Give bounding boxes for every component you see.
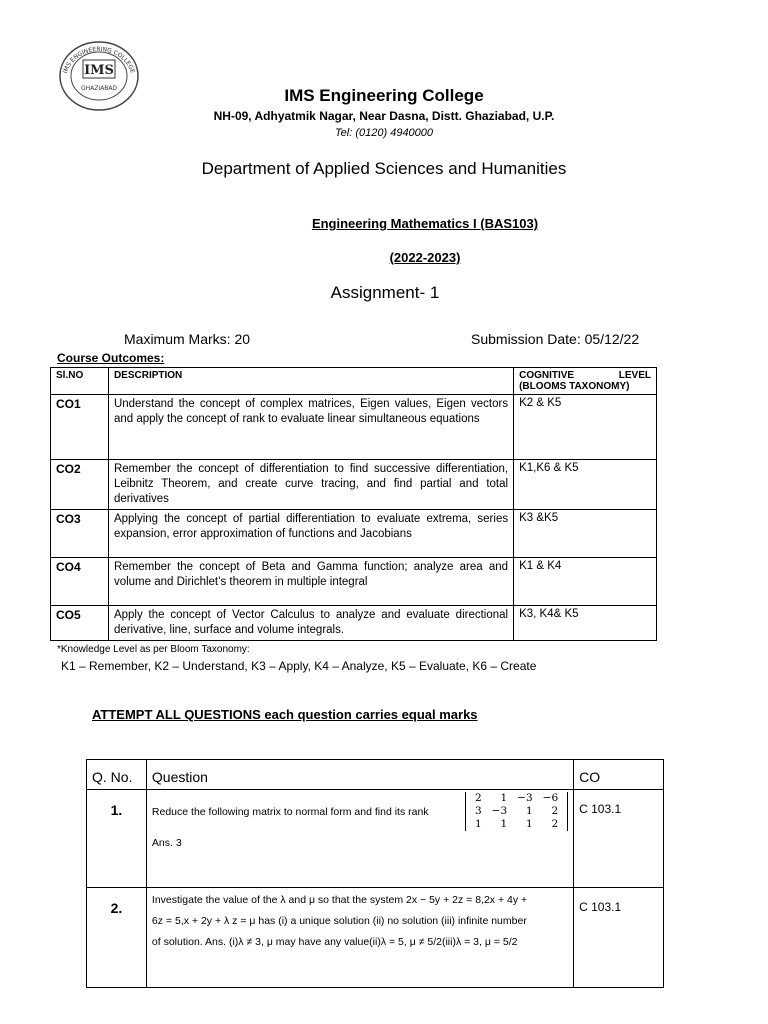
q-text: Reduce the following matrix to normal form and find its rank (151, 805, 429, 818)
co-level: K1 & K4 (514, 558, 657, 606)
co-id: CO2 (51, 460, 109, 510)
co-description: Applying the concept of partial differentiation to evaluate extrema, series expansion, error approximation of functions and Jacobians (108, 510, 513, 558)
co-col-description: DESCRIPTION (108, 368, 513, 395)
instructions: ATTEMPT ALL QUESTIONS each question carries equal marks (92, 707, 478, 722)
co-id: CO1 (51, 395, 109, 460)
department-title: Department of Applied Sciences and Humanities (201, 159, 567, 178)
co-level: K2 & K5 (514, 395, 657, 460)
co-col-level-c: (BLOOMS TAXONOMY) (519, 381, 630, 392)
college-name: IMS Engineering College (284, 86, 484, 105)
co-description: Understand the concept of complex matrices, Eigen values, Eigen vectors and apply the concept of rank to evaluate linear simultaneous equations (108, 395, 513, 460)
table-row (87, 888, 664, 988)
co-description: Remember the concept of differentiation to find successive differentiation, Leibnitz Theorem, and create curve tracing, and find partial and total derivatives (108, 460, 513, 510)
q-line: Investigate the value of the λ and μ so that the system 2x − 5y + 2z = 8,2x + 4y + (151, 894, 528, 906)
table-row (51, 395, 657, 460)
table-row (51, 606, 657, 641)
matrix-cell: 2 (474, 792, 482, 804)
q-number: 2. (87, 888, 147, 988)
q-col-qno: Q. No. (87, 760, 147, 790)
matrix-cell: 2 (551, 818, 559, 830)
logo-text: IMS (84, 63, 114, 78)
bloom-note: *Knowledge Level as per Bloom Taxonomy: (57, 644, 250, 655)
assignment-title: Assignment- 1 (330, 283, 440, 302)
college-tel: Tel: (0120) 4940000 (334, 127, 434, 139)
table-row (87, 790, 664, 888)
logo-ring-text: IMS ENGINEERING COLLEGE (61, 45, 137, 75)
questions-table (86, 759, 664, 988)
q-co: C 103.1 (574, 888, 664, 988)
logo-city: GHAZIABAD (80, 85, 118, 92)
bloom-levels: K1 – Remember, K2 – Understand, K3 – Apply, K4 – Analyze, K5 – Evaluate, K6 – Create (61, 659, 537, 673)
matrix-cell: 1 (500, 792, 508, 804)
matrix-cell: −3 (491, 805, 508, 817)
table-row (51, 510, 657, 558)
co-col-slno: Sl.NO (51, 368, 109, 395)
co-level: K3, K4& K5 (514, 606, 657, 641)
co-col-level-a: COGNITIVE (519, 370, 575, 381)
matrix-cell: 3 (474, 805, 482, 817)
q-col-co: CO (574, 760, 664, 790)
q-co: C 103.1 (574, 790, 664, 888)
q-number: 1. (87, 790, 147, 888)
q-matrix (465, 792, 568, 831)
table-row (51, 558, 657, 606)
submission-date: Submission Date: 05/12/22 (471, 331, 640, 347)
college-address: NH-09, Adhyatmik Nagar, Near Dasna, Distt. Ghaziabad, U.P. (213, 109, 555, 123)
matrix-cell: 1 (525, 818, 533, 830)
matrix-cell: −6 (542, 792, 559, 804)
matrix-cell: 1 (525, 805, 533, 817)
matrix-cell: 1 (474, 818, 482, 830)
q-text-cell (146, 888, 573, 988)
max-marks: Maximum Marks: 20 (124, 331, 251, 347)
co-id: CO4 (51, 558, 109, 606)
co-description: Remember the concept of Beta and Gamma function; analyze area and volume and Dirichlet’s theorem in multiple integral (108, 558, 513, 606)
table-row (51, 460, 657, 510)
q-line: of solution. Ans. (i)λ ≠ 3, μ may have any value(ii)λ = 5, μ ≠ 5/2(iii)λ = 3, μ = 5/2 (151, 936, 518, 948)
subject-title: Engineering Mathematics I (BAS103) (311, 216, 539, 231)
session-year: (2022-2023) (389, 250, 461, 265)
co-level: K1,K6 & K5 (514, 460, 657, 510)
matrix-cell: 1 (500, 818, 508, 830)
q-text-cell (146, 790, 573, 888)
q-header-row (87, 760, 664, 790)
co-id: CO3 (51, 510, 109, 558)
co-header-row (51, 368, 657, 395)
course-outcomes-heading: Course Outcomes: (57, 351, 165, 365)
q-answer: Ans. 3 (151, 837, 182, 849)
co-level: K3 &K5 (514, 510, 657, 558)
matrix-cell: −3 (517, 792, 533, 804)
course-outcomes-table (50, 367, 657, 641)
co-id: CO5 (51, 606, 109, 641)
co-col-level-b: LEVEL (618, 370, 651, 381)
q-line: 6z = 5,x + 2y + λ z = μ has (i) a unique solution (ii) no solution (iii) infinite number (151, 915, 527, 927)
co-col-level (514, 368, 657, 395)
matrix-cell: 2 (551, 805, 559, 817)
q-col-question: Question (146, 760, 573, 790)
co-description: Apply the concept of Vector Calculus to analyze and evaluate directional derivative, line, surface and volume integrals. (108, 606, 513, 641)
